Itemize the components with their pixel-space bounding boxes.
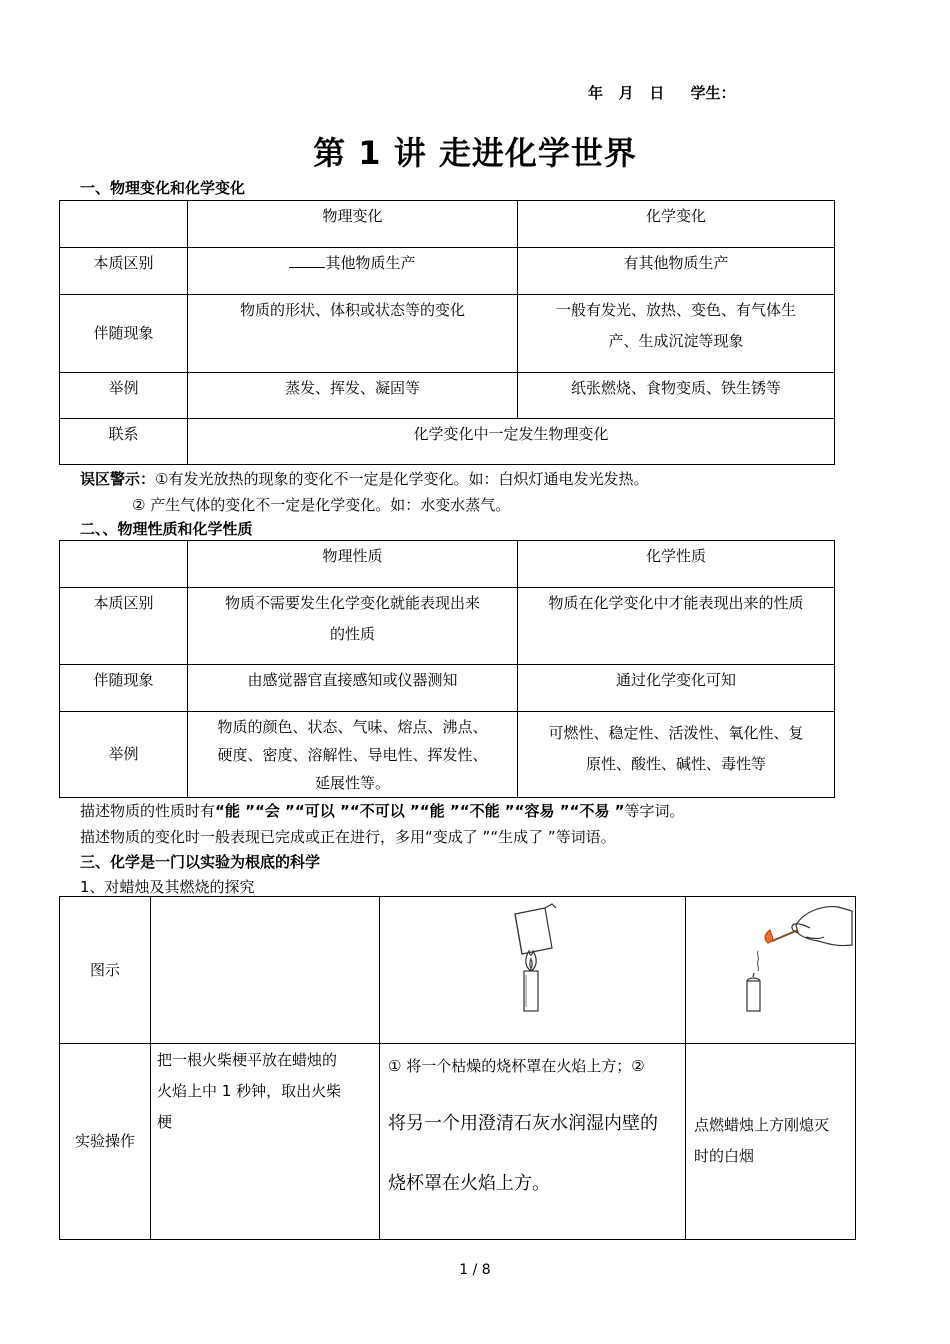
chemical-property-phenomenon-cell: 通过化学变化可知 (518, 665, 835, 712)
note-prop-prefix: 描述物质的性质时有 (80, 802, 216, 820)
chemical-property-example-cell (518, 712, 835, 798)
chemical-property-essence-cell: 物质在化学变化中才能表现出来的性质 (518, 588, 835, 665)
chemical-property-example-line2: 原性、酸性、碱性、毒性等 (585, 755, 766, 773)
chemical-phenomenon-line1: 一般有发光、放热、变色、有气体生 (555, 301, 796, 319)
section3-heading: 三、化学是一门以实验为根底的科学 (80, 853, 321, 871)
table-row (60, 1044, 856, 1240)
relation-cell: 化学变化中一定发生物理变化 (188, 419, 835, 465)
row-label: 本质区别 (60, 248, 188, 295)
physical-example-cell: 蒸发、挥发、凝固等 (188, 373, 518, 419)
op3-line1: 点燃蜡烛上方刚熄灭 (694, 1116, 830, 1134)
row-label: 举例 (60, 373, 188, 419)
table-row (60, 373, 835, 419)
row-label-figure: 图示 (60, 897, 151, 1044)
note-property-words (80, 800, 685, 821)
table-row (60, 419, 835, 465)
beaker-over-candle-icon (380, 897, 686, 1044)
chemical-property-example-line1: 可燃性、稳定性、活泼性、氧化性、复 (548, 724, 804, 742)
figure-cell-empty (151, 897, 380, 1044)
table-row (60, 541, 835, 588)
figure-cell-match (686, 897, 856, 1044)
op1-line1: 把一根火柴梗平放在蜡烛的 (157, 1051, 338, 1069)
physical-property-essence-line1: 物质不需要发生化学变化就能表现出来 (224, 594, 480, 612)
physical-property-example-line1: 物质的颜色、状态、气味、熔点、沸点、 (217, 718, 488, 736)
row-label: 举例 (60, 712, 188, 798)
warning-text1: ①有发光放热的现象的变化不一定是化学变化。如：白炽灯通电发光发热。 (155, 470, 649, 488)
col-header-chemical-property: 化学性质 (518, 541, 835, 588)
candle-experiment-table (59, 896, 856, 1240)
physical-chemical-change-table (59, 200, 835, 465)
chemical-essence-cell: 有其他物质生产 (518, 248, 835, 295)
note-prop-suffix: 等字词。 (624, 802, 685, 820)
table-row (60, 201, 835, 248)
physical-property-example-line2: 硬度、密度、溶解性、导电性、挥发性、 (217, 746, 488, 764)
header-empty-cell (60, 201, 188, 248)
header-empty-cell (60, 541, 188, 588)
warning-label: 误区警示： (80, 470, 156, 488)
table-row (60, 897, 856, 1044)
op3-line2: 时的白烟 (694, 1147, 755, 1165)
row-label: 伴随现象 (60, 665, 188, 712)
figure-cell-beaker (380, 897, 686, 1044)
op2-line1: ① 将一个枯燥的烧杯罩在火焰上方；② (388, 1057, 645, 1075)
chemical-phenomenon-cell (518, 295, 835, 373)
row-label: 联系 (60, 419, 188, 465)
op1-line2: 火焰上中 1 秒钟，取出火柴 (157, 1082, 342, 1100)
chemical-example-cell: 纸张燃烧、食物变质、铁生锈等 (518, 373, 835, 419)
physical-phenomenon-cell: 物质的形状、体积或状态等的变化 (188, 295, 518, 373)
physical-chemical-property-table (59, 540, 835, 798)
operation-cell-matchstick (151, 1044, 380, 1240)
physical-property-example-line3: 延展性等。 (314, 774, 390, 792)
row-label-operation: 实验操作 (60, 1044, 151, 1240)
physical-property-essence-cell (188, 588, 518, 665)
blank-underline (289, 253, 325, 268)
operation-cell-white-smoke (686, 1044, 856, 1240)
chemical-phenomenon-line2: 产、生成沉淀等现象 (608, 332, 744, 350)
op1-line3: 梗 (157, 1113, 173, 1131)
physical-property-phenomenon-cell: 由感觉器官直接感知或仪器测知 (188, 665, 518, 712)
col-header-chemical-change: 化学变化 (518, 201, 835, 248)
physical-property-essence-line2: 的性质 (329, 625, 375, 643)
physical-essence-cell (188, 248, 518, 295)
table-row (60, 588, 835, 665)
section2-heading: 二、、物理性质和化学性质 (80, 520, 253, 538)
match-relight-candle-icon (686, 897, 856, 1044)
col-header-physical-change: 物理变化 (188, 201, 518, 248)
note-prop-words: “能 ”“会 ”“可以 ”“不可以 ”“能 ”“不能 ”“容易 ”“不易 ” (215, 802, 625, 820)
table-row (60, 712, 835, 798)
note-change-words: 描述物质的变化时一般表现已完成或正在进行，多用“变成了 ”“生成了 ”等词语。 (80, 828, 616, 846)
page-number: 1 / 8 (459, 1262, 491, 1278)
warning-line1 (80, 468, 648, 489)
table-row (60, 295, 835, 373)
section1-heading: 一、物理变化和化学变化 (80, 179, 246, 197)
physical-essence-text: 其他物质生产 (325, 254, 416, 272)
row-label: 伴随现象 (60, 295, 188, 373)
row-label: 本质区别 (60, 588, 188, 665)
col-header-physical-property: 物理性质 (188, 541, 518, 588)
warning-line2: ② 产生气体的变化不一定是化学变化。如：水变水蒸气。 (132, 496, 511, 514)
date-student-line: 年 月 日 学生： (588, 84, 736, 102)
table-row (60, 665, 835, 712)
op2-line3: 烧杯罩在火焰上方。 (388, 1173, 550, 1194)
op2-line2: 将另一个用澄清石灰水润湿内壁的 (388, 1113, 658, 1134)
section3-subheading: 1、对蜡烛及其燃烧的探究 (80, 878, 255, 896)
operation-cell-beakers (380, 1044, 686, 1240)
table-row (60, 248, 835, 295)
page-title: 第 1 讲 走进化学世界 (313, 134, 637, 172)
physical-property-example-cell (188, 712, 518, 798)
